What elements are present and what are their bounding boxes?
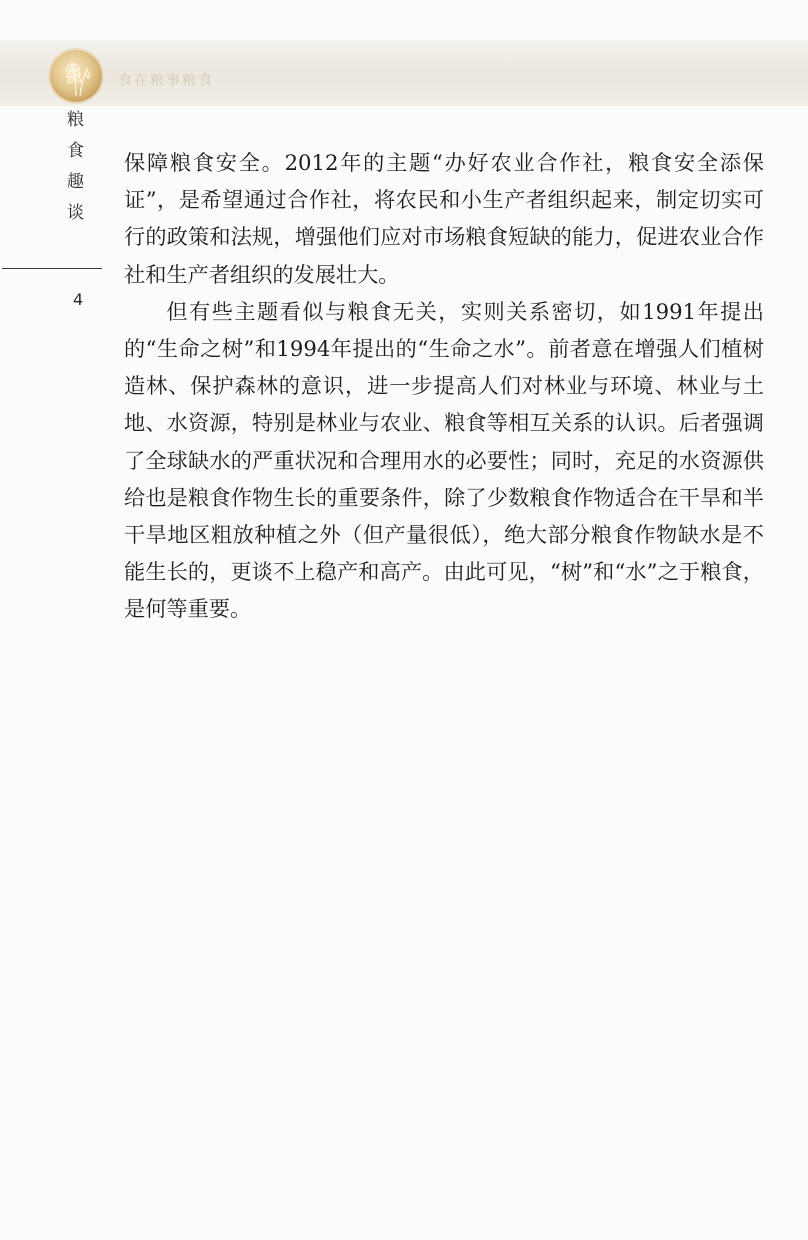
page-number: 4	[73, 290, 84, 309]
paragraph-1: 保障粮食安全。2012年的主题“办好农业合作社，粮食安全添保证”，是希望通过合作社，将农民和小生产者组织起来，制定切实可行的政策和法规，增强他们应对市场粮食短缺的能力，促进农业合作社和生产者组织的发展壮大。	[124, 150, 764, 287]
sidebar-divider	[2, 268, 102, 269]
paragraph-2: 但有些主题看似与粮食无关，实则关系密切，如1991年提出的“生命之树”和1994年提出的“生命之水”。前者意在增强人们植树造林、保护森林的意识，进一步提高人们对林业与环境、林业与土地、水资源，特别是林业与农业、粮食等相互关系的认识。后者强调了全球缺水的严重状况和合理用水的必要性；同时，充足的水资源供给也是粮食作物生长的重要条件，除了少数粮食作物适合在干旱和半干旱地区粗放种植之外（但产量很低），绝大部分粮食作物缺水是不能生长的，更谈不上稳产和高产。由此可见，“树”和“水”之于粮食，是何等重要。	[124, 298, 764, 622]
body-text	[124, 144, 764, 628]
running-title: 粮食趣谈	[63, 110, 83, 234]
header-running-text: 食在粮事粮食	[118, 73, 214, 89]
wheat-emblem-icon	[50, 50, 102, 102]
